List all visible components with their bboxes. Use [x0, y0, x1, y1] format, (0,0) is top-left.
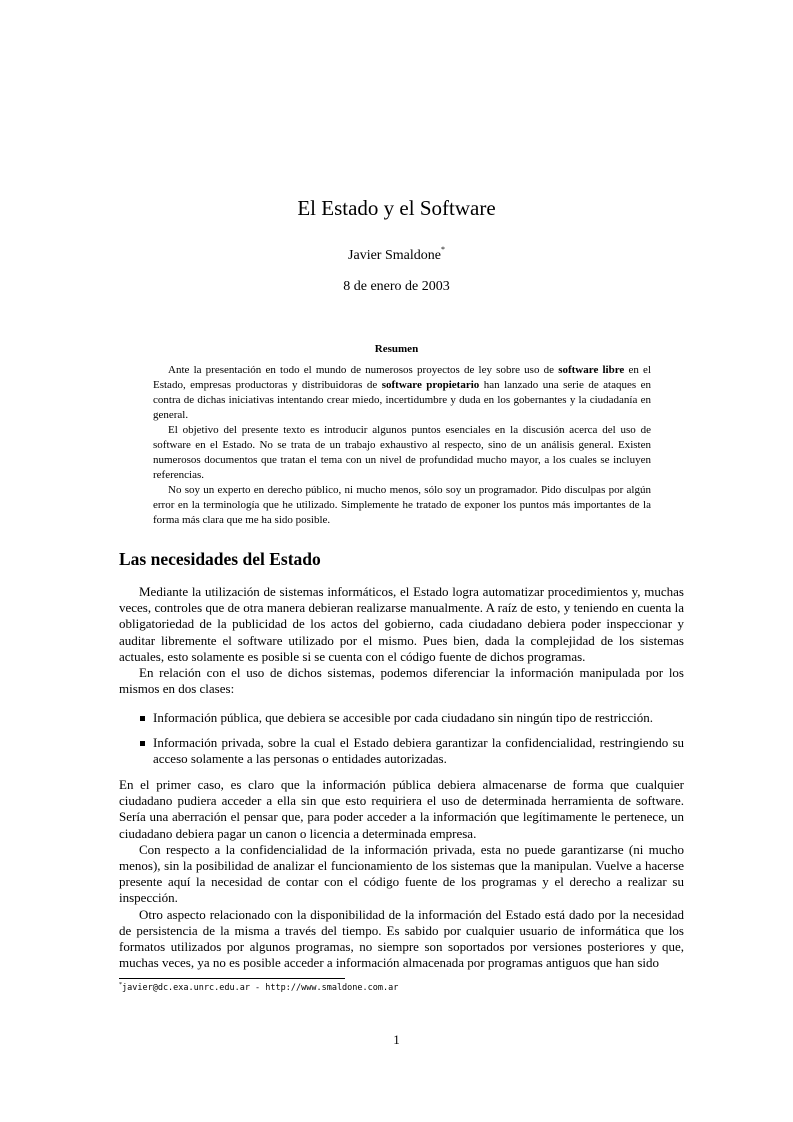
body-paragraph-3: En el primer caso, es claro que la información pública debiera almacenarse de forma que cualquier ciudadano pudiera acceder a ella sin que esto requiriera el uso de determinada herramienta de software. Sería una aberración el pensar que, para poder acceder a la información que legítimamente le pertenece, un ciudadano debiera pagar un canon o licencia a determinada empresa.	[119, 777, 684, 841]
abstract	[153, 363, 651, 528]
body-paragraph-4: Con respecto a la confidencialidad de la información privada, esta no puede garantizarse (ni mucho menos), sin la posibilidad de analizar el funcionamiento de los sistemas que la manipulan. Vuelve a hacerse presente aquí la necesidad de contar con el código fuente de los programas y el derecho a realizar su inspección.	[119, 841, 684, 906]
square-bullet-icon	[140, 741, 145, 746]
author-name: Javier Smaldone	[348, 248, 441, 263]
footnote: *javier@dc.exa.unrc.edu.ar - http://www.smaldone.com.ar	[119, 982, 399, 993]
body-paragraph-2: En relación con el uso de dichos sistemas, podemos diferenciar la información manipulada por los mismos en dos clases:	[119, 665, 684, 697]
square-bullet-icon	[140, 716, 145, 721]
abstract-paragraph-2: El objetivo del presente texto es introducir algunos puntos esenciales en la discusión acerca del uso de software en el Estado. No se trata de un trabajo exhaustivo al respecto, sino de un análisis general. Existen numerosos documentos que tratan el tema con un nivel de profundidad mucho mayor, a los cuales se incluyen referencias.	[153, 424, 651, 481]
paper-date: 8 de enero de 2003	[343, 279, 450, 294]
section-body	[119, 584, 684, 971]
footnote-email-link[interactable]: javier@dc.exa.unrc.edu.ar	[122, 983, 250, 993]
bullet-list	[119, 710, 684, 767]
author-footnote-mark: *	[440, 245, 445, 254]
abstract-paragraph-1: Ante la presentación en todo el mundo de numerosos proyectos de ley sobre uso de software libre en el Estado, empresas productoras y distribuidoras de software propietario han lanzado una serie de ataques en contra de dichas iniciativas intentando crear miedo, incertidumbre y duda en los gobernantes y la ciudadanía en general.	[153, 364, 652, 421]
footnote-mark: *	[119, 982, 122, 988]
page-number: 1	[393, 1032, 400, 1047]
footnote-rule	[119, 978, 345, 979]
body-paragraph-5: Otro aspecto relacionado con la disponibilidad de la información del Estado está dado por la necesidad de persistencia de la misma a través del tiempo. Es sabido por cualquier usuario de informática que los formatos utilizados por algunos programas, no siempre son soportados por versiones posteriores y que, muchas veces, ya no es posible acceder a información almacenada por programas antiguos que han sido	[119, 906, 684, 971]
author-line	[0, 245, 793, 264]
paper-title: El Estado y el Software	[297, 196, 496, 220]
bold-term-software-propietario: software propietario	[381, 379, 480, 391]
section-heading: Las necesidades del Estado	[119, 549, 321, 569]
abstract-heading: Resumen	[374, 343, 419, 355]
body-paragraph-1: Mediante la utilización de sistemas informáticos, el Estado logra automatizar procedimientos y, muchas veces, controles que de otra manera debieran realizarse manualmente. A raíz de esto, y teniendo en cuenta la obligatoriedad de la publicidad de los actos del gobierno, cada ciudadano debiera poder inspeccionar y auditar libremente el software utilizado por el mismo. Pues bien, dada la complejidad de los sistemas actuales, esto solamente es posible si se cuenta con el código fuente de dichos programas.	[119, 584, 684, 664]
abstract-paragraph-3: No soy un experto en derecho público, ni mucho menos, sólo soy un programador. Pido disculpas por algún error en la terminología que he utilizado. Simplemente he tratado de exponer los puntos más importantes de la forma más clara que me ha sido posible.	[153, 484, 651, 526]
list-item: Información pública, que debiera se accesible por cada ciudadano sin ningún tipo de restricción.	[153, 710, 684, 726]
footnote-url-link[interactable]: http://www.smaldone.com.ar	[265, 983, 399, 993]
list-item: Información privada, sobre la cual el Estado debiera garantizar la confidencialidad, restringiendo su acceso solamente a las personas o entidades autorizadas.	[153, 735, 684, 767]
bold-term-software-libre: software libre	[558, 364, 625, 376]
